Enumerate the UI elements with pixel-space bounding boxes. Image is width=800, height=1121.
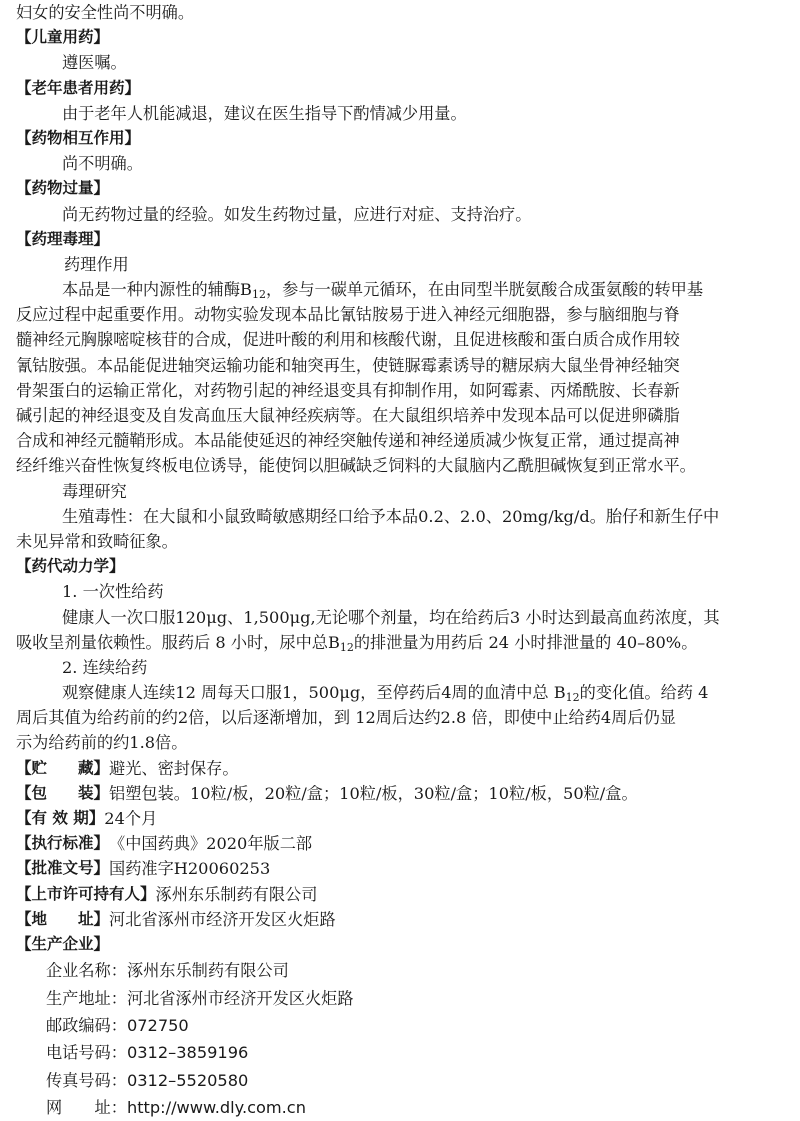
section-heading-manufacturer: 【生产企业】 <box>16 934 110 953</box>
children-text: 遵医嘱。 <box>62 53 127 73</box>
address-value: 河北省涿州市经济开发区火炬路 <box>109 909 336 929</box>
storage-row <box>16 756 786 781</box>
section-heading-elderly: 【老年患者用药】 <box>16 78 141 97</box>
manufacturer-row <box>16 957 786 984</box>
text-segment: 观察健康人连续12 周每天口服1，500μg，至停药后4周的血清中总 B <box>62 683 566 703</box>
storage-label: 【贮 藏】 <box>16 758 110 777</box>
standard-value: 《中国药典》2020年版二部 <box>109 834 313 854</box>
pharmacology-paragraph-line: 经纤维兴奋性恢复终板电位诱导，能使饲以胆碱缺乏饲料的大鼠脑内乙酰胆碱恢复到正常水平。 <box>16 456 696 476</box>
section-heading-overdose: 【药物过量】 <box>16 179 110 198</box>
manufacturer-row <box>16 1067 786 1094</box>
pharmacology-subheading: 药理作用 <box>64 254 129 274</box>
address-label: 【地 址】 <box>16 909 110 928</box>
manufacturer-label: 网 址： <box>46 1098 127 1118</box>
pharmacology-paragraph-line: 氰钴胺强。本品能促进轴突运输功能和轴突再生，使链脲霉素诱导的糖尿病大鼠坐骨神经轴突 <box>16 355 680 375</box>
overdose-text: 尚无药物过量的经验。如发生药物过量，应进行对症、支持治疗。 <box>62 204 532 224</box>
pk-subheading-single: 1. 一次性给药 <box>62 582 164 602</box>
section-heading-pharmacology: 【药理毒理】 <box>16 229 110 248</box>
validity-row <box>16 806 786 831</box>
subscript: 12 <box>251 288 266 302</box>
pk-paragraph-line: 示为给药前的约1.8倍。 <box>16 733 188 753</box>
toxicology-subheading: 毒理研究 <box>62 481 127 501</box>
section-heading-pharmacokinetics: 【药代动力学】 <box>16 557 125 576</box>
text-segment: 吸收呈剂量依赖性。服药后 8 小时，尿中总B <box>16 632 340 652</box>
validity-value: 24个月 <box>104 809 158 828</box>
package-row <box>16 781 786 806</box>
manufacturer-value: 河北省涿州市经济开发区火炬路 <box>126 988 354 1008</box>
approval-label: 【批准文号】 <box>16 859 110 878</box>
holder-value: 涿州东乐制药有限公司 <box>155 884 318 904</box>
manufacturer-label: 邮政编码： <box>46 1015 127 1035</box>
website-link[interactable]: http://www.dly.com.cn <box>126 1098 306 1118</box>
pharmacology-paragraph-line: 碱引起的神经退变及自发高血压大鼠神经疾病等。在大鼠组织培养中发现本品可以促进卵磷脂 <box>16 406 680 425</box>
manufacturer-row <box>16 1039 786 1066</box>
holder-label: 【上市许可持有人】 <box>16 884 156 903</box>
section-heading-children: 【儿童用药】 <box>16 28 110 47</box>
package-value: 铝塑包装。10粒/板，20粒/盒；10粒/板，30粒/盒；10粒/板，50粒/盒。 <box>109 783 638 803</box>
standard-row <box>16 831 786 856</box>
package-insert-page <box>16 0 786 1121</box>
storage-value: 避光、密封保存。 <box>109 758 239 778</box>
pk-paragraph-line <box>16 680 786 705</box>
manufacturer-row <box>16 985 786 1012</box>
section-heading-interactions: 【药物相互作用】 <box>16 128 141 147</box>
text-segment: 的排泄量为用药后 24 小时排泄量的 40–80%。 <box>353 632 698 652</box>
standard-label: 【执行标准】 <box>16 834 110 853</box>
approval-row <box>16 856 786 881</box>
manufacturer-value: 0312–5520580 <box>126 1070 249 1090</box>
manufacturer-value: 0312–3859196 <box>126 1043 249 1063</box>
manufacturer-label: 传真号码： <box>46 1070 127 1090</box>
toxicology-paragraph-line: 未见异常和致畸征象。 <box>16 531 178 551</box>
subscript: 12 <box>565 691 580 705</box>
manufacturer-label: 生产地址： <box>46 988 127 1008</box>
address-row <box>16 907 786 932</box>
pharmacology-paragraph-line: 骨架蛋白的运输正常化，对药物引起的神经退变具有抑制作用，如阿霉素、丙烯酰胺、长春新 <box>16 380 680 400</box>
approval-value: 国药准字H20060253 <box>109 859 271 879</box>
text-segment: ，参与一碳单元循环，在由同型半胱氨酸合成蛋氨酸的转甲基 <box>265 280 704 300</box>
pharmacology-paragraph-line: 合成和神经元髓鞘形成。本品能使延迟的神经突触传递和神经递质减少恢复正常，通过提高神 <box>16 431 680 451</box>
pk-paragraph-line: 健康人一次口服120μg、1,500μg,无论哪个剂量，均在给药后3 小时达到最高血药浓度，其 <box>62 607 720 627</box>
pk-paragraph-line <box>16 630 786 655</box>
text-segment: 的变化值。给药 4 <box>579 683 709 703</box>
manufacturer-label: 电话号码： <box>46 1043 127 1063</box>
package-label: 【包 装】 <box>16 783 110 802</box>
pk-paragraph-line: 周后其值为给药前的约2倍，以后逐渐增加，到 12周后达约2.8 倍，即使中止给药4周后仍显 <box>16 708 676 728</box>
pharmacology-paragraph-line: 反应过程中起重要作用。动物实验发现本品比氰钴胺易于进入神经元细胞器，参与脑细胞与脊 <box>16 305 680 325</box>
pharmacology-paragraph-line <box>16 277 786 302</box>
continued-text: 妇女的安全性尚不明确。 <box>16 3 195 22</box>
validity-label: 【有 效 期】 <box>16 809 105 827</box>
manufacturer-value: 072750 <box>126 1015 189 1035</box>
manufacturer-label: 企业名称： <box>46 961 127 981</box>
pharmacology-paragraph-line: 髓神经元胸腺嘧啶核苷的合成，促进叶酸的利用和核酸代谢，且促进核酸和蛋白质合成作用较 <box>16 330 680 350</box>
text-segment: 本品是一种内源性的辅酶B <box>62 280 252 300</box>
subscript: 12 <box>339 640 354 654</box>
elderly-text: 由于老年人机能减退，建议在医生指导下酌情减少用量。 <box>62 103 467 123</box>
holder-row <box>16 882 786 907</box>
manufacturer-row <box>16 1094 786 1121</box>
pk-subheading-continuous: 2. 连续给药 <box>62 657 148 677</box>
manufacturer-row <box>16 1012 786 1039</box>
interactions-text: 尚不明确。 <box>62 154 143 174</box>
toxicology-paragraph-line: 生殖毒性：在大鼠和小鼠致畸敏感期经口给予本品0.2、2.0、20mg/kg/d。胎仔和新生仔中 <box>62 506 720 526</box>
manufacturer-value: 涿州东乐制药有限公司 <box>126 961 289 981</box>
